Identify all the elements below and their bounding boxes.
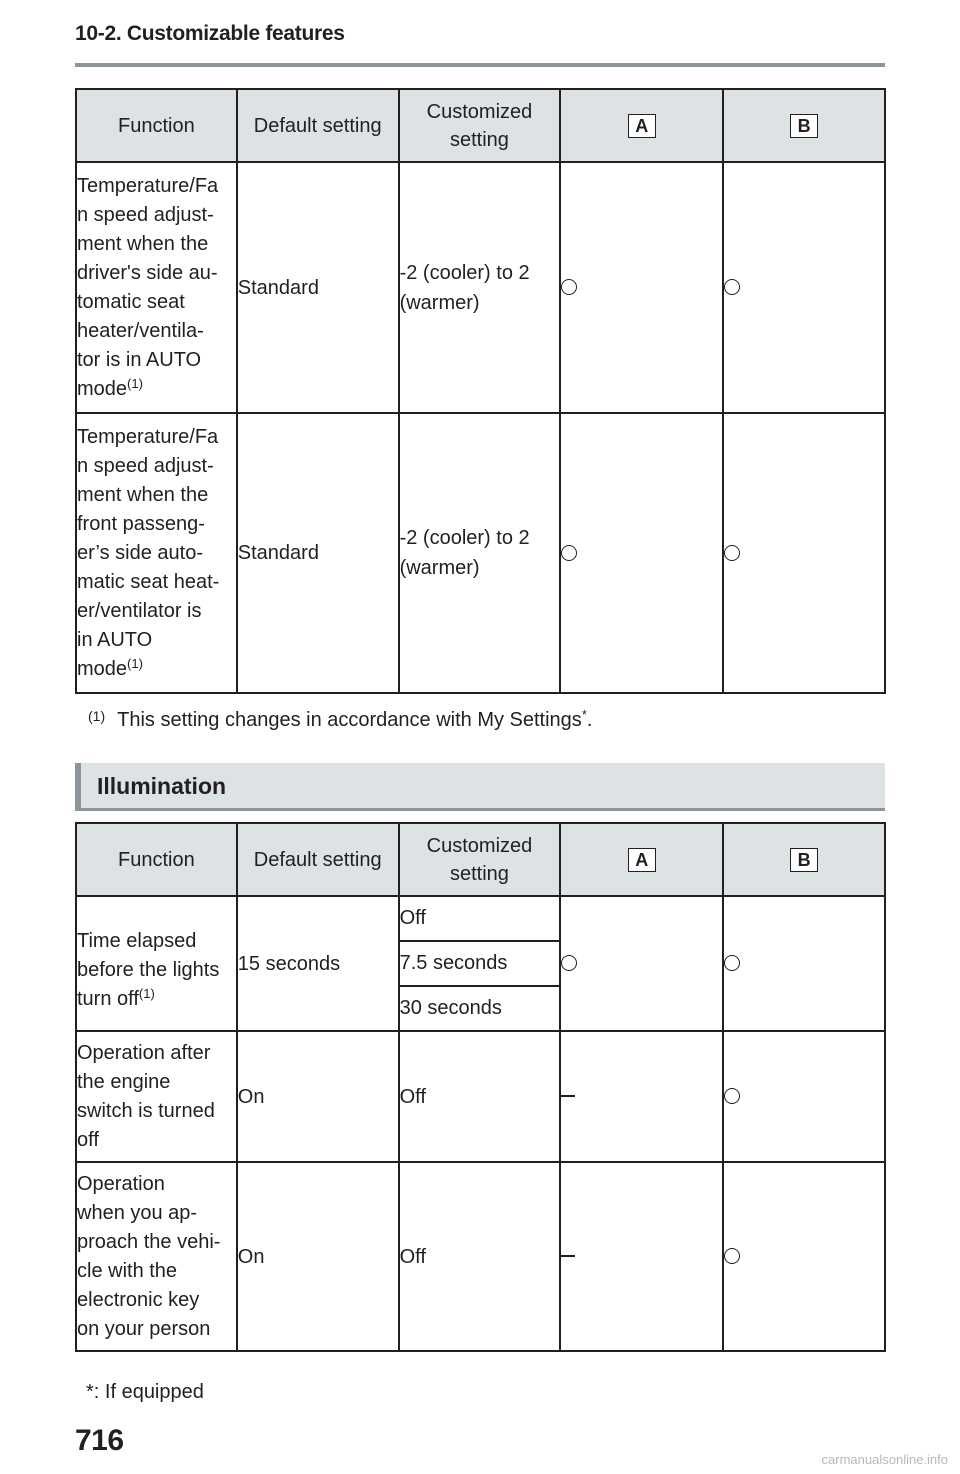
- function-text-line: Time elapsed: [77, 930, 197, 952]
- section-header: 10-2. Customizable features: [75, 22, 345, 45]
- function-text-line: proach the vehi-: [77, 1230, 221, 1253]
- column-a-cell: [560, 162, 723, 413]
- function-text-line: Operation after: [77, 1041, 211, 1064]
- section-accent: [75, 763, 81, 811]
- function-text-line: switch is turned: [77, 1099, 215, 1122]
- customized-setting-cell: Off: [399, 1031, 561, 1162]
- column-b-cell: [723, 1162, 885, 1351]
- column-header-default: Default setting: [237, 823, 399, 896]
- function-text-line: on your person: [77, 1317, 211, 1340]
- function-text-line: heater/ventila-: [77, 319, 204, 342]
- customized-setting-cell: [399, 162, 561, 413]
- function-cell: [76, 162, 237, 413]
- table-row: [76, 162, 885, 413]
- column-a-cell: [560, 896, 723, 1031]
- default-setting-cell: 15 seconds: [237, 896, 399, 1031]
- table-row: [76, 896, 885, 941]
- function-text-line: Temperature/Fa: [77, 174, 219, 197]
- function-text-line: before the lights: [77, 959, 220, 981]
- function-text-line: tor is in AUTO: [77, 348, 202, 371]
- column-header-b: [723, 823, 885, 896]
- settings-table-seat-heater: [75, 88, 886, 694]
- column-header-function: Function: [76, 823, 237, 896]
- function-text-line: ment when the: [77, 483, 209, 506]
- function-cell: [76, 1162, 237, 1351]
- settings-table-illumination: [75, 822, 886, 1352]
- default-setting-cell: On: [237, 1031, 399, 1162]
- function-text-line: er/ventilator is: [77, 599, 202, 622]
- function-text-line: when you ap-: [77, 1201, 198, 1224]
- footnote-ref: (1): [127, 655, 143, 671]
- illumination-title: Illumination: [97, 773, 227, 799]
- function-text-line: cle with the: [77, 1259, 178, 1282]
- function-text-line: n speed adjust-: [77, 454, 214, 477]
- default-setting-cell: Standard: [237, 162, 399, 413]
- illumination-section-bar: [75, 763, 885, 811]
- function-text-line: mode: [77, 657, 128, 680]
- function-cell: [76, 896, 237, 1031]
- label-a-box: A: [628, 114, 656, 138]
- column-header-a: [560, 823, 723, 896]
- table-row: [76, 1162, 885, 1351]
- table-row: [76, 413, 885, 693]
- available-circle-icon: [724, 1248, 740, 1264]
- column-header-b: [723, 89, 885, 162]
- customized-text-line: -2 (cooler) to 2: [399, 261, 530, 284]
- available-circle-icon: [724, 279, 740, 295]
- customized-text-line: (warmer): [399, 557, 480, 579]
- function-text-line: in AUTO: [77, 628, 153, 651]
- function-text-line: er’s side auto-: [77, 541, 203, 564]
- function-text-line: tomatic seat: [77, 290, 185, 313]
- function-text-line: Temperature/Fa: [77, 425, 219, 448]
- watermark: carmanualsonline.info: [821, 1452, 948, 1467]
- column-a-cell: [560, 1031, 723, 1162]
- table-header-row: [76, 89, 885, 162]
- column-b-cell: [723, 413, 885, 693]
- footnote-period: .: [586, 709, 593, 731]
- customized-option-cell: 30 seconds: [399, 986, 561, 1031]
- column-b-cell: [723, 896, 885, 1031]
- available-circle-icon: [561, 955, 577, 971]
- function-text-line: matic seat heat-: [77, 570, 220, 593]
- column-a-cell: [560, 1162, 723, 1351]
- default-setting-cell: On: [237, 1162, 399, 1351]
- label-b-box: B: [790, 114, 818, 138]
- column-header-function: Function: [76, 89, 237, 162]
- column-header-default: Default setting: [237, 89, 399, 162]
- function-text-line: the engine: [77, 1070, 171, 1093]
- customized-setting-cell: [399, 413, 561, 693]
- default-setting-cell: Standard: [237, 413, 399, 693]
- column-b-cell: [723, 162, 885, 413]
- footnote-star: *: [581, 707, 587, 722]
- customized-setting-cell: Off: [399, 1162, 561, 1351]
- function-text-line: front passeng-: [77, 512, 205, 535]
- function-text-line: turn off: [77, 988, 139, 1010]
- customized-text-line: (warmer): [399, 291, 480, 314]
- function-text-line: off: [77, 1128, 99, 1151]
- column-header-a: [560, 89, 723, 162]
- function-text-line: n speed adjust-: [77, 203, 214, 226]
- available-circle-icon: [561, 279, 577, 295]
- label-a-box: A: [628, 848, 656, 872]
- function-text-line: driver's side au-: [77, 261, 218, 284]
- function-text-line: electronic key: [77, 1288, 200, 1311]
- function-cell: [76, 413, 237, 693]
- footnote-ref: (1): [127, 375, 143, 391]
- available-circle-icon: [724, 1088, 740, 1104]
- if-equipped-note: *: If equipped: [86, 1381, 204, 1403]
- available-circle-icon: [724, 955, 740, 971]
- column-header-customized: Customized setting: [399, 89, 561, 162]
- label-b-box: B: [790, 848, 818, 872]
- footnote-mark: (1): [88, 708, 106, 724]
- function-text-line: Operation: [77, 1172, 165, 1195]
- function-text-line: ment when the: [77, 232, 209, 255]
- column-a-cell: [560, 413, 723, 693]
- not-available-dash-icon: [561, 1095, 575, 1097]
- footnote-ref: (1): [138, 986, 155, 1001]
- column-header-customized: Customized setting: [399, 823, 561, 896]
- customized-text-line: -2 (cooler) to 2: [399, 527, 530, 549]
- table-header-row: [76, 823, 885, 896]
- function-text-line: mode: [77, 377, 128, 400]
- table-row: [76, 1031, 885, 1162]
- customized-option-cell: Off: [399, 896, 561, 941]
- page-number: 716: [75, 1424, 124, 1457]
- footnote-text: This setting changes in accordance with My Settings: [117, 709, 582, 731]
- footnote: [88, 708, 592, 732]
- column-b-cell: [723, 1031, 885, 1162]
- header-rule: [75, 63, 885, 67]
- available-circle-icon: [724, 545, 740, 561]
- function-cell: [76, 1031, 237, 1162]
- available-circle-icon: [561, 545, 577, 561]
- customized-option-cell: 7.5 seconds: [399, 941, 561, 986]
- not-available-dash-icon: [561, 1255, 575, 1257]
